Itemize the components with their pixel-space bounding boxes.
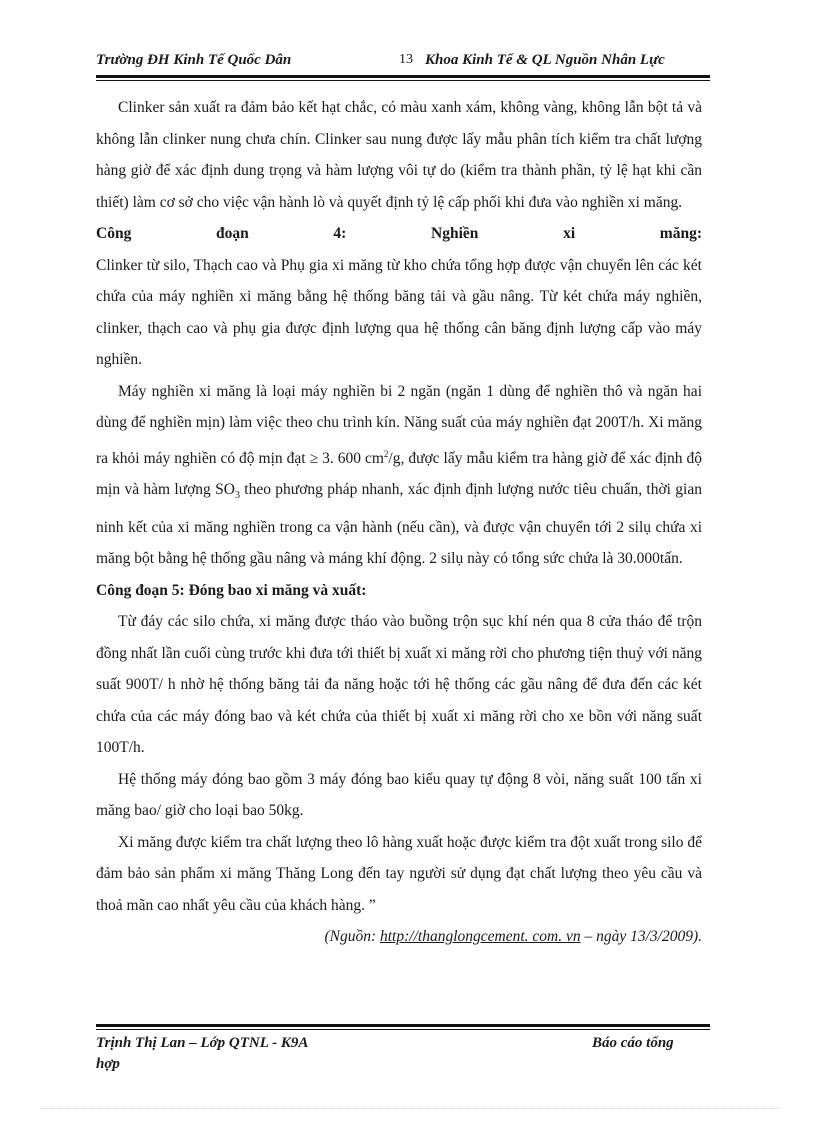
header-rule-thin [96, 80, 710, 81]
paragraph-cement-mill: Máy nghiền xi măng là loại máy nghiền bi 2 ngăn (ngăn 1 dùng để nghiền thô và ngăn hai dùng để nghiền mịn) làm việc theo chu trình kín. Năng suất của máy nghiền đạt 200T/h. Xi măng ra khỏi máy nghiền có độ mịn đạt ≥ 3. 600 $cm^2/g$, được lấy mẫu kiểm tra hàng giờ để xác định độ mịn và hàm lượng $SO_3$ theo phương pháp nhanh, xác định định lượng nước tiêu chuẩn, thời gian ninh kết của xi măng nghiền trong ca vận hành (nếu cần), và được vận chuyển tới 2 silụ chứa xi măng bột bằng hệ thống gầu nâng và máng khí động. 2 silụ này có tổng sức chứa là 30.000tấn. [96, 382, 703, 568]
paragraph-silo-discharge: Từ đáy các silo chứa, xi măng được tháo vào buồng trộn sục khí nén qua 8 cửa tháo để trộn đồng nhất lần cuối cùng trước khi đưa tới thiết bị xuất xi măng rời cho phương tiện thuỷ với năng suất 900T/ h nhờ hệ thống băng tải đa năng hoặc tới hệ thống các gầu nâng để đưa đến các két chứa của các máy đóng bao và két chứa của thiết bị xuất xi măng rời cho xe bồn với năng suất 100T/h. [96, 613, 702, 757]
header-faculty: Khoa Kinh Tế & QL Nguồn Nhân Lực [425, 52, 665, 68]
page-number: 13 [399, 52, 413, 67]
footer-report-line2: hợp [96, 1056, 120, 1072]
stage-4-heading: Công đoạn 4: Nghiền xi măng: [96, 225, 702, 242]
source-citation: (Nguồn: http://thanglongcement. com. vn – ngày 13/3/2009). [324, 928, 702, 946]
footer-author: Trịnh Thị Lan – Lớp QTNL - K9A [96, 1035, 309, 1051]
footer-report-line1: Báo cáo tổng [592, 1035, 674, 1051]
header-rule-thick [96, 75, 710, 78]
footer-rule-thin [96, 1029, 710, 1030]
document-body [96, 92, 702, 953]
stage-5-heading: Công đoạn 5: Đóng bao xi măng và xuất: [96, 581, 367, 599]
paragraph-quality-check: Xi măng được kiểm tra chất lượng theo lô hàng xuất hoặc được kiểm tra đột xuất trong silo để đảm bảo sản phẩm xi măng Thăng Long đến tay người sử dụng đạt chất lượng theo yêu cầu và thoả mãn cao nhất yêu cầu của khách hàng. ” [96, 833, 702, 914]
source-link[interactable]: http://thanglongcement. com. vn [380, 928, 581, 946]
page-header [96, 52, 704, 74]
page-footer [96, 1033, 702, 1075]
paragraph-clinker-transport: Clinker từ silo, Thạch cao và Phụ gia xi măng từ kho chứa tổng hợp được vận chuyển lên các két chứa của máy nghiền xi măng bằng hệ thống băng tải và gầu nâng. Từ két chứa máy nghiền, clinker, thạch cao và phụ gia được định lượng qua hệ thống cân băng định lượng cấp vào máy nghiền. [96, 256, 702, 368]
paragraph-clinker-quality: Clinker sản xuất ra đảm bảo kết hạt chắc, có màu xanh xám, không vàng, không lẫn bột tả và không lẫn clinker nung chưa chín. Clinker sau nung được lấy mẫu phân tích kiểm tra chất lượng hàng giờ để xác định dung trọng và hàm lượng vôi tự do (kiểm tra thành phần, tỷ lệ hạt khi cần thiết) làm cơ sở cho việc vận hành lò và quyết định tỷ lệ cấp phối khi đưa vào nghiền xi măng. [96, 99, 702, 211]
paragraph-packing-system: Hệ thống máy đóng bao gồm 3 máy đóng bao kiểu quay tự động 8 vòi, năng suất 100 tấn xi măng bao/ giờ cho loại bao 50kg. [96, 770, 702, 820]
header-school: Trường ĐH Kinh Tế Quốc Dân [96, 52, 292, 68]
page-bottom-dotted-line [40, 1108, 780, 1109]
footer-rule-thick [96, 1024, 710, 1027]
